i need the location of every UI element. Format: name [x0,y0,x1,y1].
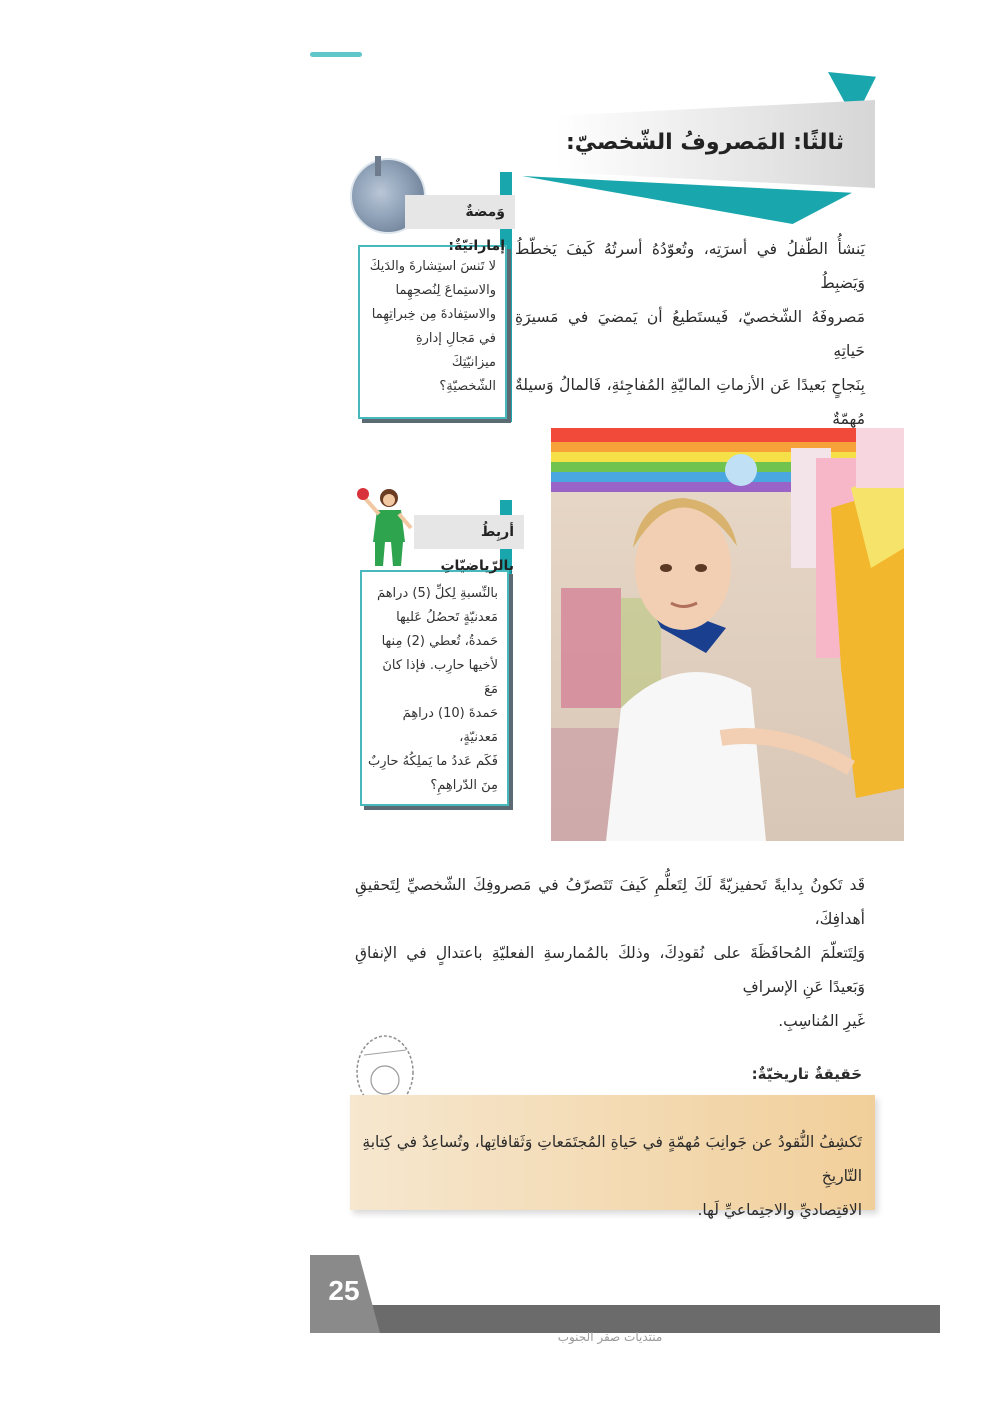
footer-bar [355,1305,940,1333]
fact-line: تَكشِفُ النُّقودُ عن جَوانِبَ مُهمّةٍ في حَياةِ المُجتَمَعاتِ وَثَقافاتِها، وتُساعِدُ في كِتابةِ التّاريخِ [362,1133,862,1185]
intro-line: بِنَجاحٍ بَعيدًا عَن الأزماتِ الماليّةِ المُفاجِئةِ، فَالمالُ وَسيلةٌ مُهمّةٌ [515,376,865,428]
satellite-antenna [375,156,381,176]
math-line: لأخيها حارِب. فإذا كانَ مَعَ [382,658,498,697]
main-line: وَلِتَتعلّمَ المُحافَظَةَ على نُقودِكَ، وذلكَ بالمُمارسةِ الفعليّةِ باعتدالٍ في الإنفاقِ وَبَعيدًا عَنِ الإسرافِ [355,944,865,996]
math-box-text [368,582,498,798]
math-line: بالنِّسبةِ لِكلِّ (5) دراهمَ [377,586,498,601]
reflection-line: في مَجالِ إدارةِ ميزانيّتِكَ [415,331,496,370]
reflection-line: لا تَنسَ استِشارةَ والدَيكَ [369,259,496,274]
main-paragraph [355,868,865,1038]
fact-line: الاقتِصاديِّ والاجتِماعيِّ لَها. [697,1201,862,1219]
math-line: فَكَم عَددُ ما يَملِكُهُ حارِبٌ [368,754,498,769]
watermark-text: منتديات صقر الجنوب [557,1330,663,1344]
historical-fact-text [357,1125,862,1227]
reflection-line: والاستِفادةَ مِن خِبراتِهِما [371,307,496,322]
main-line: قَد تَكونُ بِدايةً تَحفيزيّةً لَكَ لِتَعلُّمِ كَيفَ تَتَصرّفُ في مَصروفِكَ الشّخصيِّ لِتَحقيقِ أهدافِكَ، [355,876,865,928]
math-line: مَعدنيّةٍ تَحصُلُ عَليها [396,610,498,625]
reflection-box-heading: وَمضةٌ إماراتيّةٌ: [405,195,515,229]
math-box-heading: أربِطُ بالرّياضيّاتِ [414,515,524,549]
kid-illustration [355,480,415,570]
reflection-line: الشّخصيّةِ؟ [439,379,496,394]
page-number: 25 [328,1275,360,1306]
reflection-line: والاستِماعَ لِنُصحِهِما [395,283,496,298]
main-line: غَيرِ المُناسِبِ. [778,1012,865,1030]
historical-fact-title: حَقيقةٌ تاريخيّةٌ: [751,1065,862,1083]
reflection-box-text [368,255,496,399]
top-accent-bar [310,52,362,57]
girl-shopping-photo [551,428,904,841]
math-line: مِنَ الدّراهِمِ؟ [430,778,498,793]
math-line: حَمدةُ، تُعطي (2) مِنها [381,634,498,649]
math-line: حَمدةَ (10) دراهِمَ مَعدنيّةٍ، [402,706,498,745]
section-title: ثالثًا: المَصروفُ الشّخصيّ: [565,130,844,155]
intro-line: مَصروفَهُ الشّخصيّ، فَيستَطيعُ أن يَمضيَ في مَسيرَةِ حَياتِهِ [515,308,865,360]
intro-line: يَنشأُ الطّفلُ في أسرَتِه، وتُعوّدُهُ أسرتُهُ كَيفَ يَخطّطُ وَيَضبِطُ [515,240,865,292]
